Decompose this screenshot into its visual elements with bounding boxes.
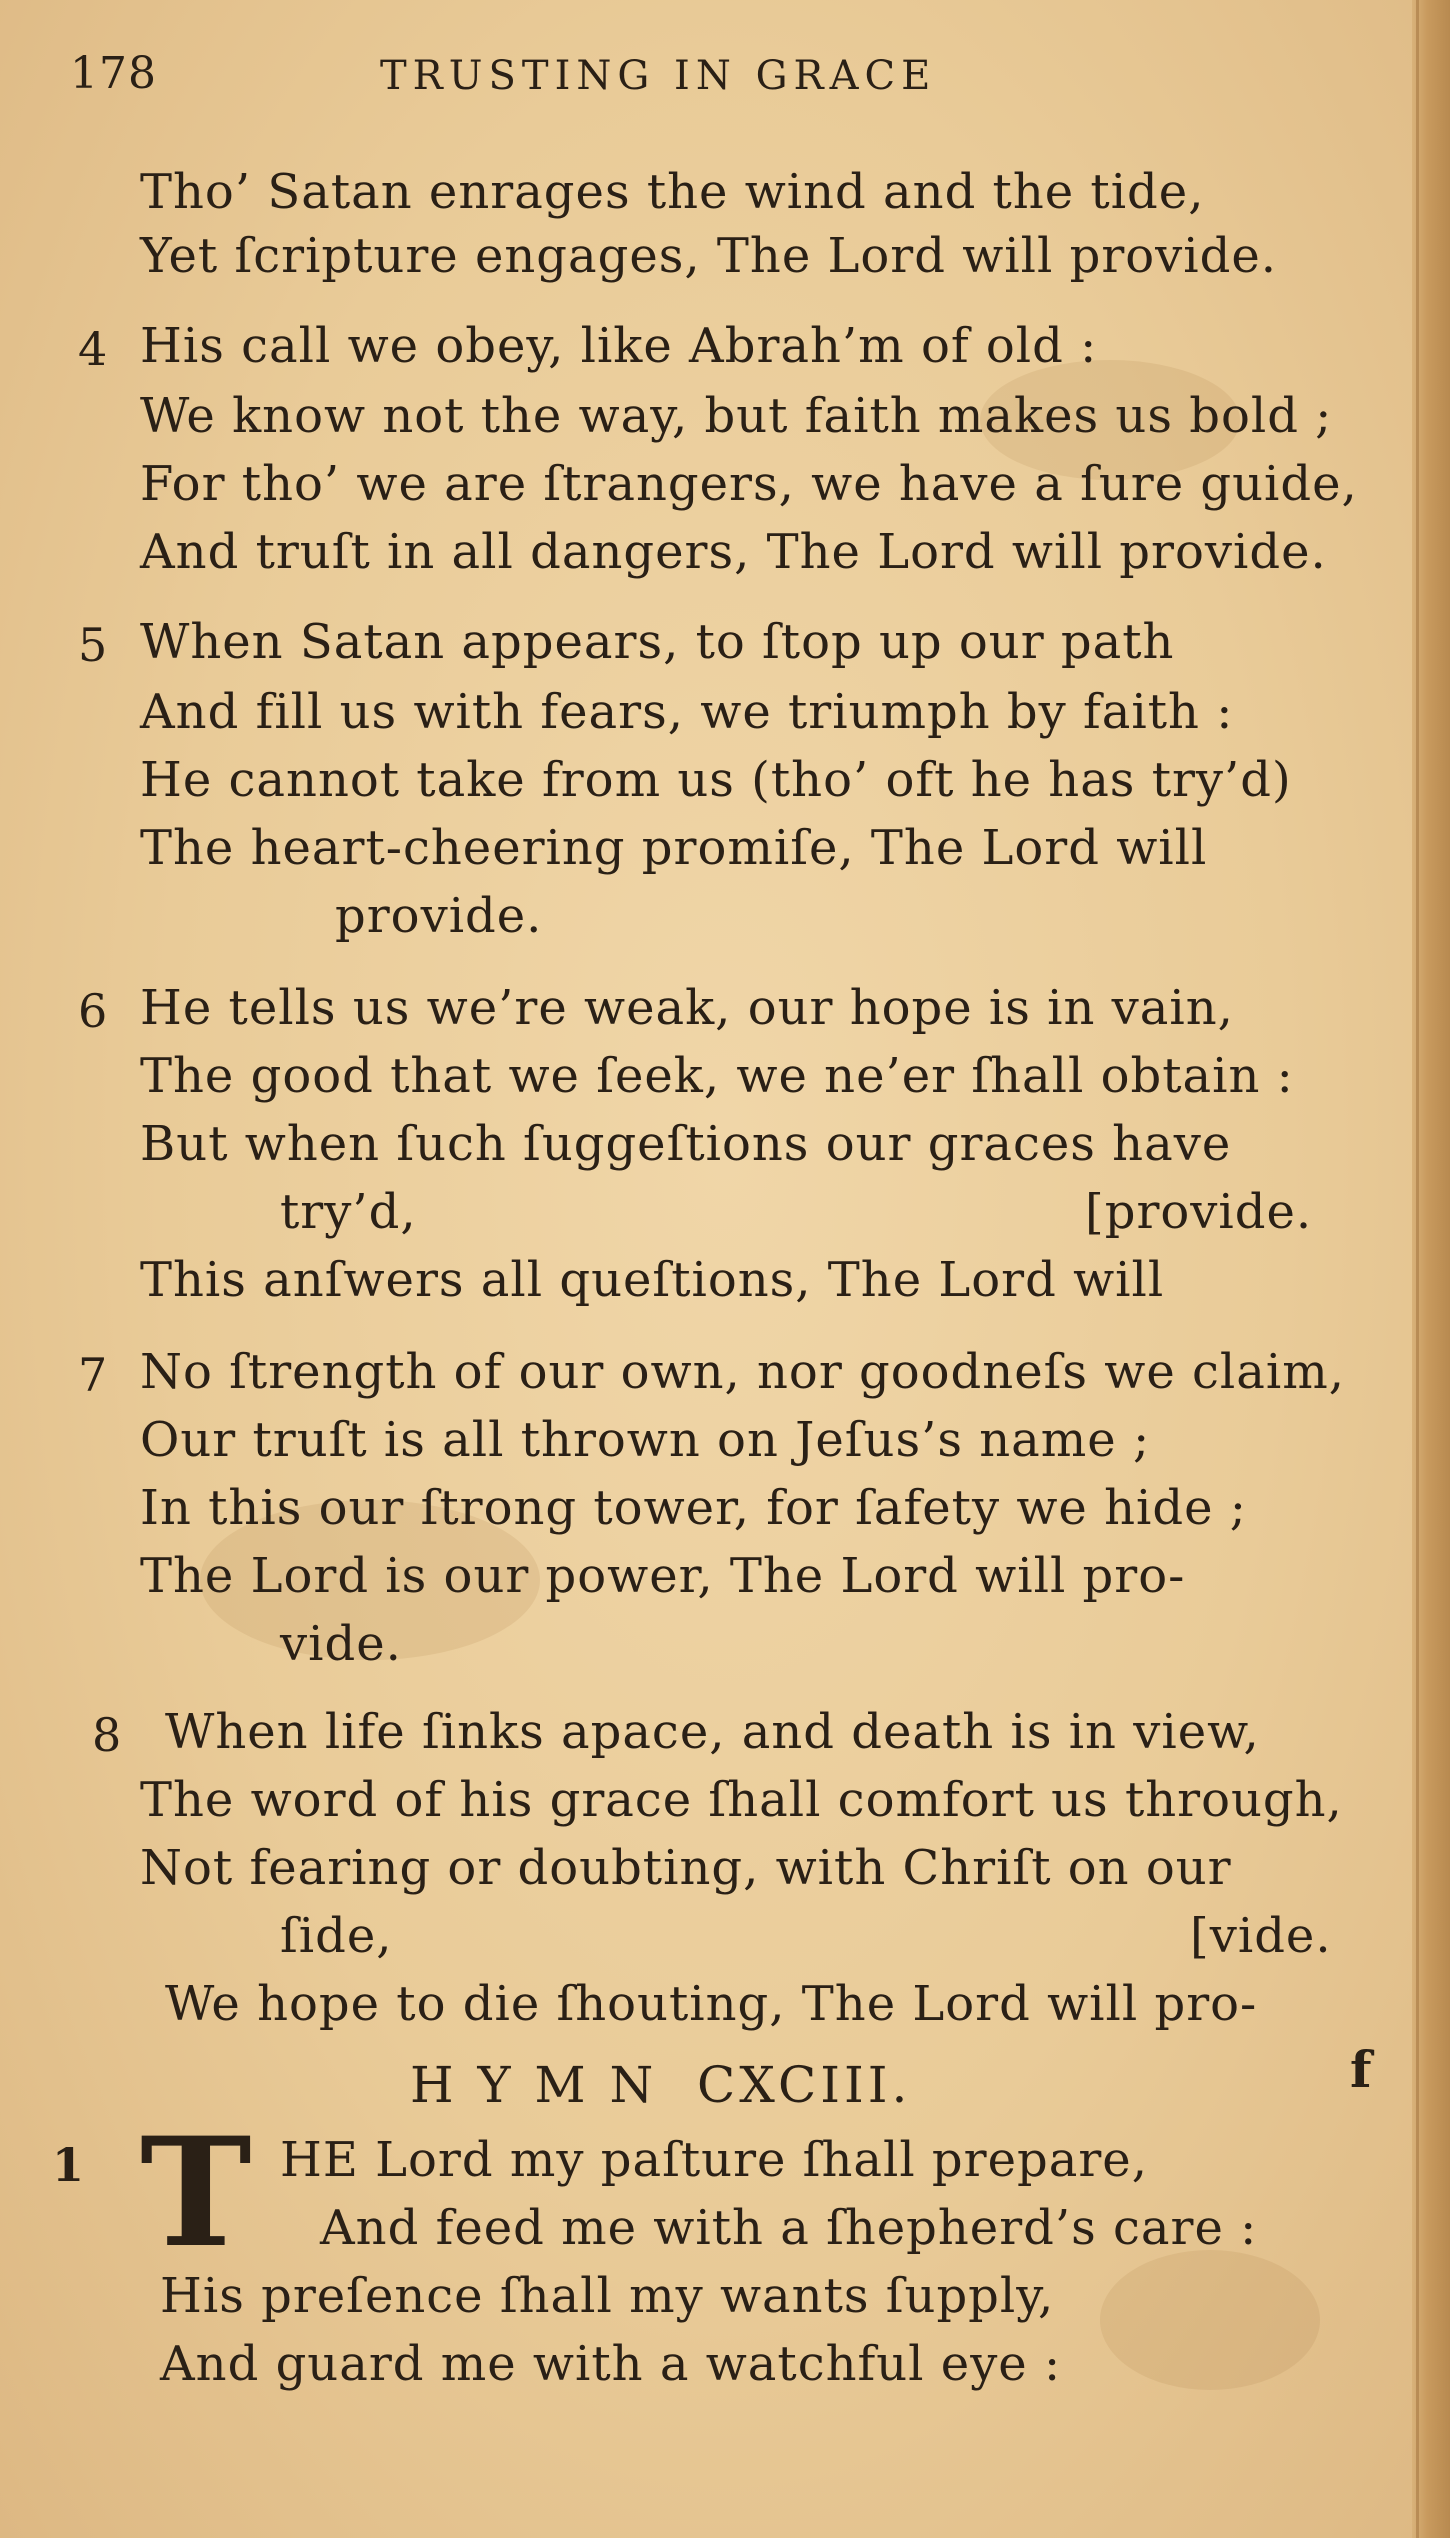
verse-line: ſide, bbox=[280, 1908, 393, 1964]
verse-line: No ſtrength of our own, nor goodneſs we claim, bbox=[140, 1344, 1345, 1400]
catchword-mark: f bbox=[1350, 2040, 1372, 2099]
page-edge bbox=[1412, 0, 1450, 2538]
page-number: 178 bbox=[70, 48, 157, 99]
verse-line: When Satan appears, to ſtop up our path bbox=[140, 614, 1175, 670]
verse-line: [vide. bbox=[1190, 1908, 1332, 1964]
stanza-number: 5 bbox=[78, 618, 108, 672]
verse-line: And guard me with a watchful eye : bbox=[160, 2336, 1062, 2392]
verse-line: HE Lord my paſture ſhall prepare, bbox=[280, 2132, 1148, 2188]
verse-line: The Lord is our power, The Lord will pro- bbox=[140, 1548, 1186, 1604]
stanza-number: 8 bbox=[92, 1708, 122, 1762]
verse-line: For tho’ we are ſtrangers, we have a ſure guide, bbox=[140, 456, 1358, 512]
verse-line: The good that we ſeek, we ne’er ſhall obtain : bbox=[140, 1048, 1294, 1104]
stanza-number: 4 bbox=[78, 322, 108, 376]
verse-line: He tells us we’re weak, our hope is in vain, bbox=[140, 980, 1234, 1036]
hymn-title: H Y M N CXCIII. bbox=[410, 2056, 912, 2114]
verse-line: vide. bbox=[280, 1616, 402, 1672]
running-title: TRUSTING IN GRACE bbox=[380, 53, 937, 99]
stanza-number: 1 bbox=[52, 2138, 85, 2192]
verse-line: provide. bbox=[335, 888, 543, 944]
verse-line: This anſwers all queſtions, The Lord will bbox=[140, 1252, 1165, 1308]
paper-stain bbox=[1100, 2250, 1320, 2390]
verse-line: And feed me with a ſhepherd’s care : bbox=[320, 2200, 1258, 2256]
verse-line: And truſt in all dangers, The Lord will provide. bbox=[140, 524, 1327, 580]
verse-line: Not fearing or doubting, with Chriſt on our bbox=[140, 1840, 1232, 1896]
verse-line: try’d, bbox=[280, 1184, 417, 1240]
verse-line: When life ſinks apace, and death is in view, bbox=[165, 1704, 1260, 1760]
verse-line: His preſence ſhall my wants ſupply, bbox=[160, 2268, 1055, 2324]
stanza-number: 7 bbox=[78, 1348, 108, 1402]
drop-capital: T bbox=[140, 2105, 252, 2281]
verse-line: The heart-cheering promiſe, The Lord will bbox=[140, 820, 1208, 876]
verse-line: The word of his grace ſhall comfort us through, bbox=[140, 1772, 1343, 1828]
verse-line: He cannot take from us (tho’ oft he has try’d) bbox=[140, 752, 1292, 808]
verse-line: We hope to die ſhouting, The Lord will pro- bbox=[165, 1976, 1258, 2032]
verse-line: And fill us with fears, we triumph by faith : bbox=[140, 684, 1234, 740]
stanza-number: 6 bbox=[78, 984, 108, 1038]
verse-line: But when ſuch ſuggeſtions our graces have bbox=[140, 1116, 1232, 1172]
verse-line: Yet ſcripture engages, The Lord will provide. bbox=[140, 228, 1278, 284]
verse-line: Our truſt is all thrown on Jeſus’s name ; bbox=[140, 1412, 1151, 1468]
verse-line: We know not the way, but faith makes us bold ; bbox=[140, 388, 1333, 444]
verse-line: His call we obey, like Abrah’m of old : bbox=[140, 318, 1098, 374]
verse-line: [provide. bbox=[1085, 1184, 1313, 1240]
verse-line: Tho’ Satan enrages the wind and the tide, bbox=[140, 164, 1205, 220]
verse-line: In this our ſtrong tower, for ſafety we hide ; bbox=[140, 1480, 1247, 1536]
